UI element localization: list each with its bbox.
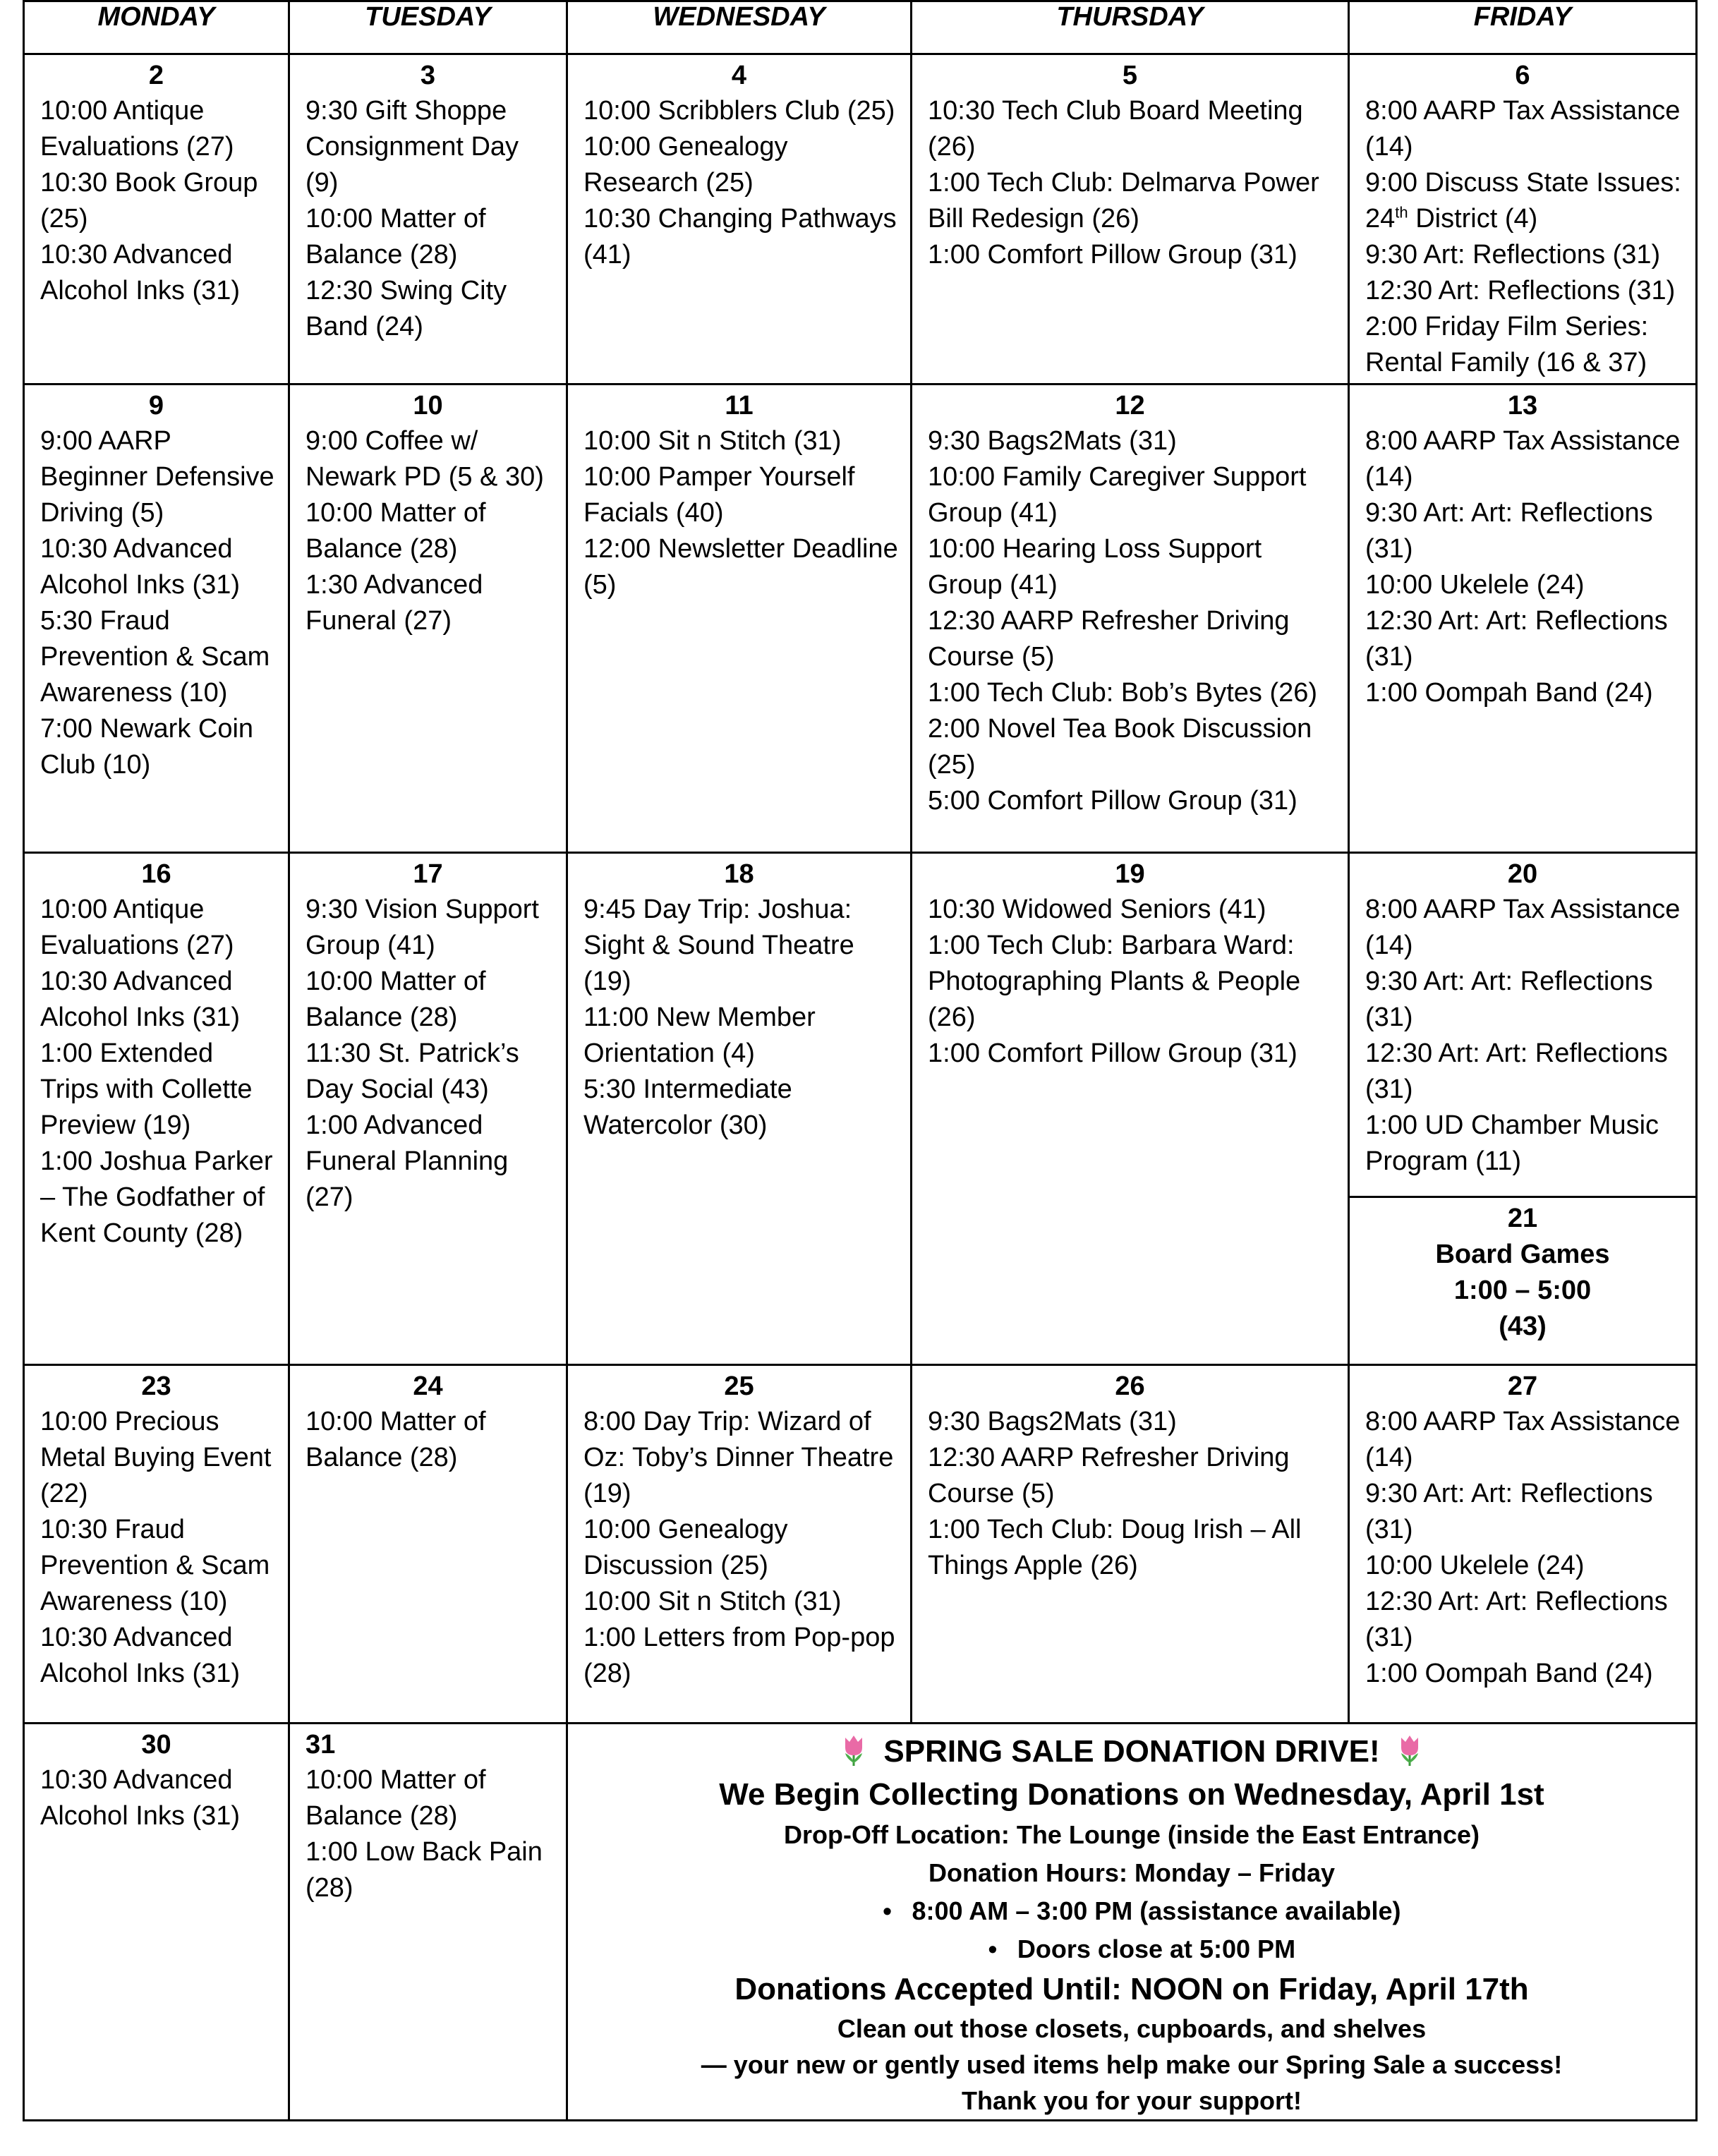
day-number: 2 — [148, 61, 164, 90]
event-item: 1:00 Low Back Pain (28) — [306, 1837, 543, 1903]
event-item: 12:30 Art: Reflections (31) — [1365, 276, 1676, 305]
donation-drive-deadline: Donations Accepted Until: NOON on Friday, April 17th — [734, 1972, 1529, 2006]
day-number: 17 — [413, 859, 443, 889]
event-item: 12:30 Art: Art: Reflections (31) — [1365, 1587, 1668, 1652]
event-item: 10:00 Matter of Balance (28) — [306, 967, 486, 1032]
event-item: 5:30 Intermediate Watercolor (30) — [583, 1074, 792, 1140]
event-item: 9:30 Art: Reflections (31) — [1365, 240, 1661, 270]
event-item: 9:00 AARP Beginner Defensive Driving (5) — [40, 426, 274, 528]
event-item: 8:00 AARP Tax Assistance (14) — [1365, 1407, 1681, 1472]
event-item: 10:00 Matter of Balance (28) — [306, 1765, 486, 1831]
day-cell-20 — [1350, 854, 1695, 1198]
day-cell — [289, 384, 567, 853]
event-list — [1350, 892, 1695, 1180]
header-monday: MONDAY — [24, 1, 289, 54]
event-item: 10:00 Genealogy Discussion (25) — [583, 1515, 788, 1580]
day-cell — [289, 853, 567, 1365]
event-item: 1:00 UD Chamber Music Program (11) — [1365, 1110, 1659, 1176]
donation-drive-bullets — [568, 1892, 1695, 1968]
week-row-5 — [24, 1724, 1697, 2121]
event-text: 9:00 Discuss State Issues: 24 — [1365, 168, 1681, 234]
event-item: 5:00 Comfort Pillow Group (31) — [928, 786, 1297, 816]
event-item: 12:30 Art: Art: Reflections (31) — [1365, 606, 1668, 672]
event-list — [25, 1404, 288, 1692]
event-text-tail: District (4) — [1408, 204, 1538, 234]
event-item: 10:30 Advanced Alcohol Inks (31) — [40, 240, 241, 305]
event-item: 12:30 Art: Art: Reflections (31) — [1365, 1038, 1668, 1104]
day-number: 11 — [725, 391, 754, 420]
event-item: 10:00 Hearing Loss Support Group (41) — [928, 534, 1262, 600]
donation-drive-closing-line: — your new or gently used items help make our Spring Sale a success! — [701, 2050, 1563, 2079]
event-list — [912, 423, 1348, 819]
event-item: 10:00 Family Caregiver Support Group (41) — [928, 462, 1307, 528]
day-cell — [289, 54, 567, 384]
board-games-title: Board Games — [1435, 1240, 1610, 1269]
day-cell — [24, 384, 289, 853]
event-item: 9:30 Bags2Mats (31) — [928, 426, 1177, 456]
day-number: 16 — [141, 859, 171, 889]
event-item: 10:00 Matter of Balance (28) — [306, 204, 486, 270]
event-item: 1:00 Tech Club: Doug Irish – All Things Apple (26) — [928, 1515, 1302, 1580]
day-number: 3 — [420, 61, 436, 90]
header-friday: FRIDAY — [1349, 1, 1697, 54]
day-cell — [289, 1365, 567, 1724]
event-list — [1350, 93, 1695, 381]
day-cell — [1349, 384, 1697, 853]
day-cell — [289, 1724, 567, 2121]
event-list — [25, 93, 288, 309]
event-item: 9:30 Bags2Mats (31) — [928, 1407, 1177, 1436]
day-cell — [24, 54, 289, 384]
day-number: 26 — [1115, 1371, 1145, 1401]
donation-drive-closing-line: Thank you for your support! — [962, 2086, 1302, 2115]
header-thursday: THURSDAY — [912, 1, 1349, 54]
event-item: 1:00 Tech Club: Delmarva Power Bill Redesign (26) — [928, 168, 1319, 234]
event-item: 10:30 Fraud Prevention & Scam Awareness (10) — [40, 1515, 270, 1616]
day-number: 25 — [724, 1371, 754, 1401]
event-list — [912, 1404, 1348, 1584]
event-item: 10:00 Ukelele (24) — [1365, 1551, 1585, 1580]
event-item: 1:00 Comfort Pillow Group (31) — [928, 1038, 1297, 1068]
event-list — [290, 1404, 566, 1476]
event-item: 7:00 Newark Coin Club (10) — [40, 714, 254, 780]
event-item: 1:00 Tech Club: Bob’s Bytes (26) — [928, 678, 1318, 708]
day-cell — [912, 384, 1349, 853]
event-list — [290, 93, 566, 345]
event-item: 10:30 Advanced Alcohol Inks (31) — [40, 1765, 241, 1831]
event-list — [25, 1762, 288, 1834]
event-item: 10:30 Advanced Alcohol Inks (31) — [40, 534, 241, 600]
day-cell — [912, 54, 1349, 384]
week-row-1 — [24, 54, 1697, 384]
day-cell — [567, 1365, 912, 1724]
donation-drive-closing-line: Clean out those closets, cupboards, and shelves — [837, 2014, 1427, 2043]
day-number: 31 — [306, 1730, 336, 1760]
week-row-3 — [24, 853, 1697, 1365]
event-item: 1:00 Extended Trips with Collette Preview (19) — [40, 1038, 253, 1140]
day-cell — [24, 1365, 289, 1724]
event-item: 9:30 Gift Shoppe Consignment Day (9) — [306, 96, 519, 198]
event-item: 10:30 Advanced Alcohol Inks (31) — [40, 967, 241, 1032]
event-item: 1:00 Letters from Pop-pop (28) — [583, 1623, 895, 1688]
day-cell — [567, 853, 912, 1365]
board-games-time: 1:00 – 5:00 — [1453, 1276, 1592, 1305]
day-cell — [24, 1724, 289, 2121]
event-item: 1:00 Joshua Parker – The Godfather of Kent County (28) — [40, 1146, 273, 1248]
event-item: 10:00 Precious Metal Buying Event (22) — [40, 1407, 272, 1508]
event-list — [568, 1404, 910, 1692]
day-cell-split — [1349, 853, 1697, 1365]
event-item: 10:00 Matter of Balance (28) — [306, 498, 486, 564]
day-cell — [24, 853, 289, 1365]
event-item: 8:00 AARP Tax Assistance (14) — [1365, 96, 1681, 162]
donation-drive-cell — [567, 1724, 1697, 2121]
event-item: 10:30 Book Group (25) — [40, 168, 258, 234]
event-item: 12:30 AARP Refresher Driving Course (5) — [928, 1443, 1290, 1508]
event-list — [912, 93, 1348, 273]
day-number: 24 — [413, 1371, 443, 1401]
day-number: 18 — [724, 859, 754, 889]
donation-drive-hours: Donation Hours: Monday – Friday — [928, 1858, 1336, 1887]
event-list — [290, 423, 566, 639]
day-number: 23 — [141, 1371, 171, 1401]
day-number: 5 — [1122, 61, 1138, 90]
donation-drive-location: Drop-Off Location: The Lounge (inside the East Entrance) — [783, 1820, 1480, 1849]
day-cell — [567, 54, 912, 384]
board-games-room: (43) — [1499, 1312, 1547, 1341]
event-item: 9:30 Art: Art: Reflections (31) — [1365, 498, 1653, 564]
event-item: 12:30 AARP Refresher Driving Course (5) — [928, 606, 1290, 672]
event-item: 12:30 Swing City Band (24) — [306, 276, 507, 341]
event-item: 1:30 Advanced Funeral (27) — [306, 570, 483, 636]
ordinal-suffix: th — [1395, 203, 1408, 222]
header-wednesday: WEDNESDAY — [567, 1, 912, 54]
event-list — [25, 423, 288, 783]
event-item: 9:00 Coffee w/ Newark PD (5 & 30) — [306, 426, 544, 492]
event-item: 1:00 Tech Club: Barbara Ward: Photographing Plants & People (26) — [928, 931, 1301, 1032]
event-list — [290, 1762, 566, 1906]
event-item — [1365, 165, 1686, 237]
bullet-item: • Doors close at 5:00 PM — [568, 1930, 1695, 1968]
day-cell — [567, 384, 912, 853]
tulip-icon — [1396, 1733, 1424, 1767]
day-cell — [912, 1365, 1349, 1724]
week-row-2 — [24, 384, 1697, 853]
event-list — [25, 892, 288, 1252]
event-item: 10:30 Widowed Seniors (41) — [928, 895, 1266, 924]
event-item: 10:00 Sit n Stitch (31) — [583, 426, 842, 456]
event-item: 8:00 AARP Tax Assistance (14) — [1365, 426, 1681, 492]
event-item: 2:00 Friday Film Series: Rental Family (16 & 37) — [1365, 312, 1649, 377]
donation-drive-title: SPRING SALE DONATION DRIVE! — [883, 1734, 1380, 1769]
event-item: 12:00 Newsletter Deadline (5) — [583, 534, 898, 600]
event-item: 1:00 Oompah Band (24) — [1365, 678, 1653, 708]
day-number: 30 — [141, 1730, 171, 1760]
bullet-item: • 8:00 AM – 3:00 PM (assistance available) — [568, 1892, 1695, 1930]
event-item: 10:00 Pamper Yourself Facials (40) — [583, 462, 855, 528]
day-cell — [912, 853, 1349, 1365]
event-item: 1:00 Comfort Pillow Group (31) — [928, 240, 1297, 270]
event-item: 10:00 Sit n Stitch (31) — [583, 1587, 842, 1616]
event-item: 11:30 St. Patrick’s Day Social (43) — [306, 1038, 519, 1104]
event-item: 10:00 Antique Evaluations (27) — [40, 96, 234, 162]
day-number: 6 — [1515, 61, 1530, 90]
event-item: 9:30 Vision Support Group (41) — [306, 895, 539, 960]
day-number: 27 — [1507, 1371, 1538, 1401]
day-number: 4 — [731, 61, 747, 90]
day-number: 12 — [1115, 391, 1145, 420]
event-list — [912, 892, 1348, 1072]
event-item: 10:00 Scribblers Club (25) — [583, 96, 895, 126]
event-item: 5:30 Fraud Prevention & Scam Awareness (10) — [40, 606, 270, 708]
day-number: 10 — [413, 391, 443, 420]
event-list — [290, 892, 566, 1216]
event-item: 9:45 Day Trip: Joshua: Sight & Sound Theatre (19) — [583, 895, 854, 996]
day-number: 13 — [1507, 391, 1538, 420]
event-list — [568, 423, 910, 603]
day-number: 19 — [1115, 859, 1145, 889]
header-tuesday: TUESDAY — [289, 1, 567, 54]
day-cell — [1349, 1365, 1697, 1724]
calendar-grid — [23, 0, 1698, 2121]
donation-drive-subtitle: We Begin Collecting Donations on Wednesday, April 1st — [719, 1777, 1544, 1812]
event-item: 10:00 Genealogy Research (25) — [583, 132, 788, 198]
event-item: 9:30 Art: Art: Reflections (31) — [1365, 1479, 1653, 1544]
day-number: 21 — [1507, 1204, 1538, 1233]
event-list — [568, 93, 910, 273]
event-item: 10:30 Changing Pathways (41) — [583, 204, 897, 270]
event-item: 9:30 Art: Art: Reflections (31) — [1365, 967, 1653, 1032]
board-games-cell — [1350, 1198, 1695, 1345]
event-list — [568, 892, 910, 1144]
event-item: 11:00 New Member Orientation (4) — [583, 1003, 816, 1068]
event-item: 8:00 Day Trip: Wizard of Oz: Toby’s Dinner Theatre (19) — [583, 1407, 894, 1508]
donation-drive-title-row — [568, 1730, 1695, 1774]
event-item: 1:00 Advanced Funeral Planning (27) — [306, 1110, 509, 1212]
event-item: 10:00 Matter of Balance (28) — [306, 1407, 486, 1472]
event-item: 10:30 Advanced Alcohol Inks (31) — [40, 1623, 241, 1688]
tulip-icon — [840, 1733, 868, 1767]
day-number: 9 — [148, 391, 164, 420]
event-list — [1350, 1404, 1695, 1692]
event-item: 2:00 Novel Tea Book Discussion (25) — [928, 714, 1312, 780]
event-item: 8:00 AARP Tax Assistance (14) — [1365, 895, 1681, 960]
week-row-4 — [24, 1365, 1697, 1724]
event-list — [1350, 423, 1695, 711]
event-item: 10:00 Antique Evaluations (27) — [40, 895, 234, 960]
event-item: 10:00 Ukelele (24) — [1365, 570, 1585, 600]
day-number: 20 — [1507, 859, 1538, 889]
event-item: 1:00 Oompah Band (24) — [1365, 1659, 1653, 1688]
day-cell — [1349, 54, 1697, 384]
event-item: 10:30 Tech Club Board Meeting (26) — [928, 96, 1303, 162]
weekday-header-row — [24, 1, 1697, 54]
